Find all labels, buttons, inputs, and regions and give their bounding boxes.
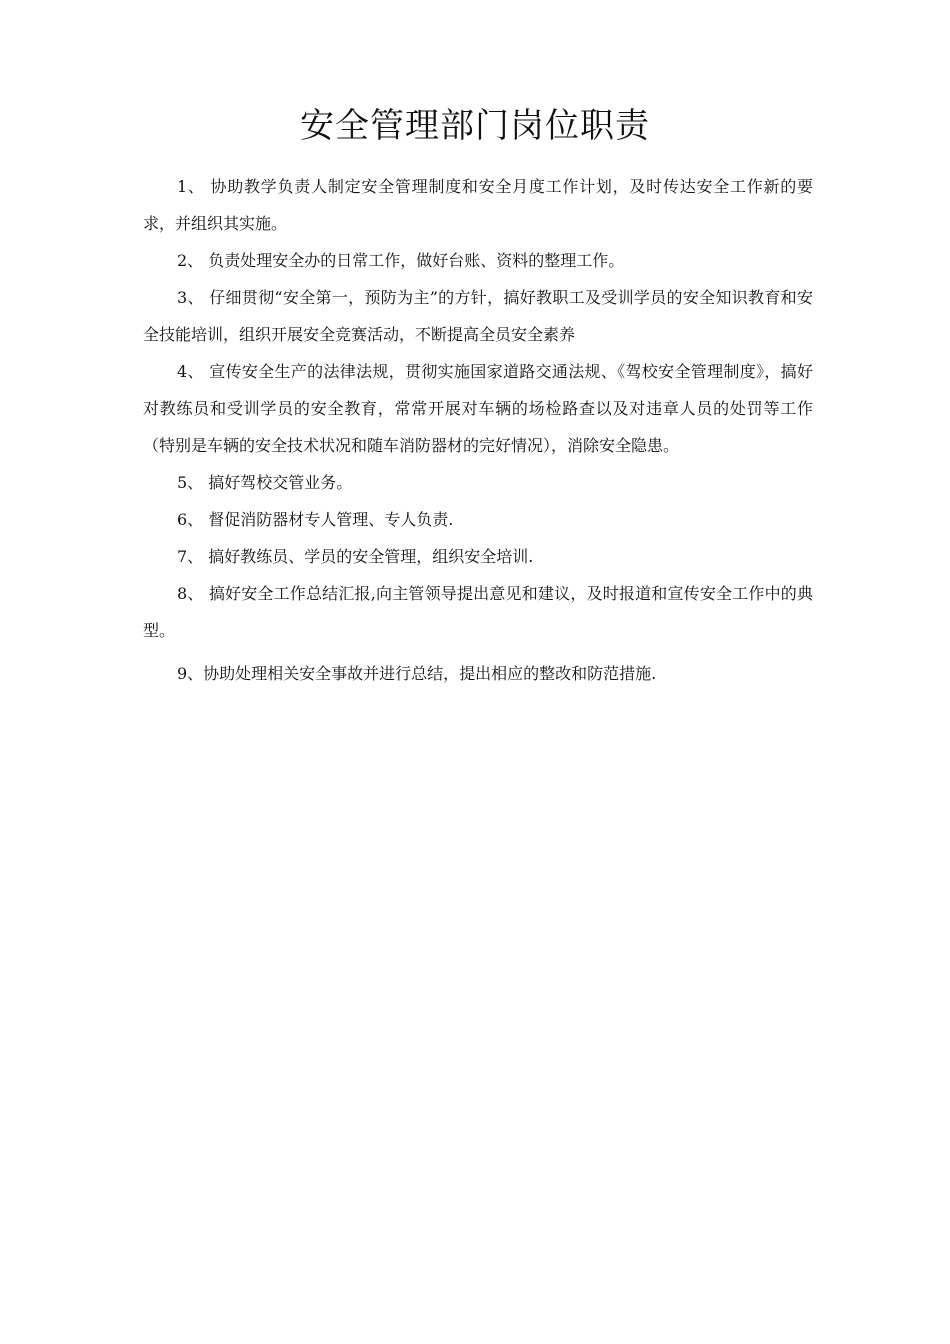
duty-item-8: 8、 搞好安全工作总结汇报,向主管领导提出意见和建议，及时报道和宣传安全工作中的典型。: [143, 584, 813, 640]
duty-item-4: 4、 宣传安全生产的法律法规，贯彻实施国家道路交通法规、《驾校安全管理制度》，搞好对教练员和受训学员的安全教育，常常开展对车辆的场检路查以及对违章人员的处罚等工作（特别是车辆的安全技术状况和随车消防器材的完好情况），消除安全隐患。: [143, 362, 813, 455]
duty-item-5: 5、 搞好驾校交管业务。: [177, 473, 353, 492]
document-body: [143, 168, 813, 692]
duty-item-7: 7、 搞好教练员、学员的安全管理，组织安全培训.: [177, 547, 534, 566]
duty-item-9: 9、协助处理相关安全事故并进行总结，提出相应的整改和防范措施.: [177, 664, 657, 683]
page-title: 安全管理部门岗位职责: [300, 106, 650, 146]
duty-item-3: 3、 仔细贯彻“安全第一，预防为主”的方针，搞好教职工及受训学员的安全知识教育和安全技能培训，组织开展安全竞赛活动，不断提高全员安全素养: [143, 288, 813, 344]
duty-item-6: 6、 督促消防器材专人管理、专人负责.: [177, 510, 454, 529]
duty-item-1: 1、 协助教学负责人制定安全管理制度和安全月度工作计划，及时传达安全工作新的要求，并组织其实施。: [143, 177, 813, 233]
duty-item-2: 2、 负责处理安全办的日常工作，做好台账、资料的整理工作。: [177, 251, 625, 270]
